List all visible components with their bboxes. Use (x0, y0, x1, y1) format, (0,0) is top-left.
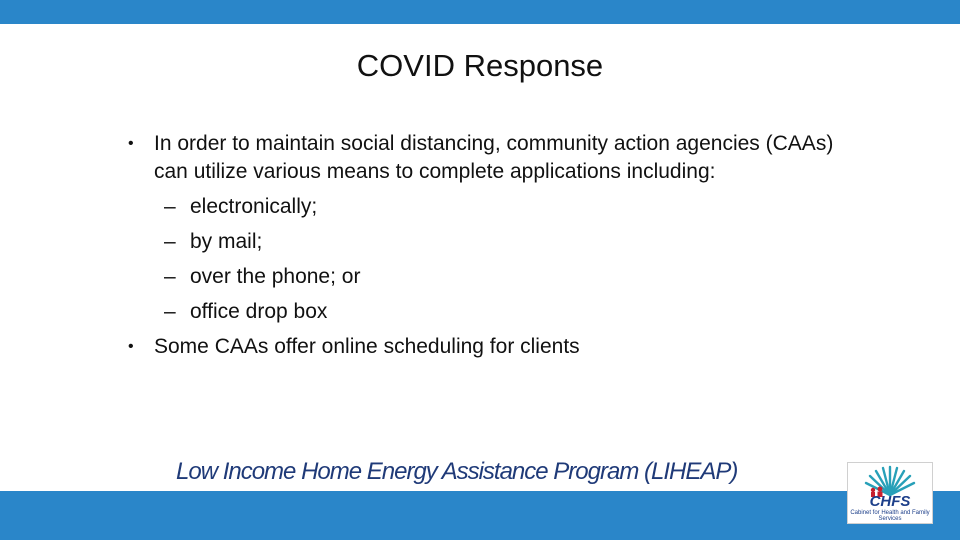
bullet-text: Some CAAs offer online scheduling for clients (154, 335, 580, 358)
bullet-text: In order to maintain social distancing, community action agencies (CAAs) can utilize various means to complete applications including: (154, 132, 834, 183)
dash-mark: – (164, 195, 176, 218)
bullet-mark: • (128, 135, 134, 152)
sub-bullet-text: electronically; (190, 195, 318, 218)
bullet-mark: • (128, 338, 134, 355)
chfs-logo (847, 462, 933, 524)
slide-content (128, 130, 848, 368)
sub-bullet-text: over the phone; or (190, 265, 361, 288)
sub-bullet-item (128, 263, 848, 291)
sunburst-icon (848, 463, 932, 497)
top-accent-bar (0, 0, 960, 24)
dash-mark: – (164, 230, 176, 253)
sub-bullet-item (128, 228, 848, 256)
footer-program-name: Low Income Home Energy Assistance Program (LIHEAP) (176, 458, 738, 485)
bullet-item (128, 333, 848, 361)
bullet-item (128, 130, 848, 186)
sub-bullet-text: by mail; (190, 230, 263, 253)
logo-wordmark: CHFS (869, 493, 911, 510)
slide-title: COVID Response (356, 48, 604, 83)
sub-bullet-item (128, 298, 848, 326)
bottom-accent-bar (0, 491, 960, 540)
sub-bullet-item (128, 193, 848, 221)
logo-subtitle: Cabinet for Health and Family Services (850, 510, 930, 522)
sub-bullet-text: office drop box (190, 300, 328, 323)
dash-mark: – (164, 265, 176, 288)
dash-mark: – (164, 300, 176, 323)
